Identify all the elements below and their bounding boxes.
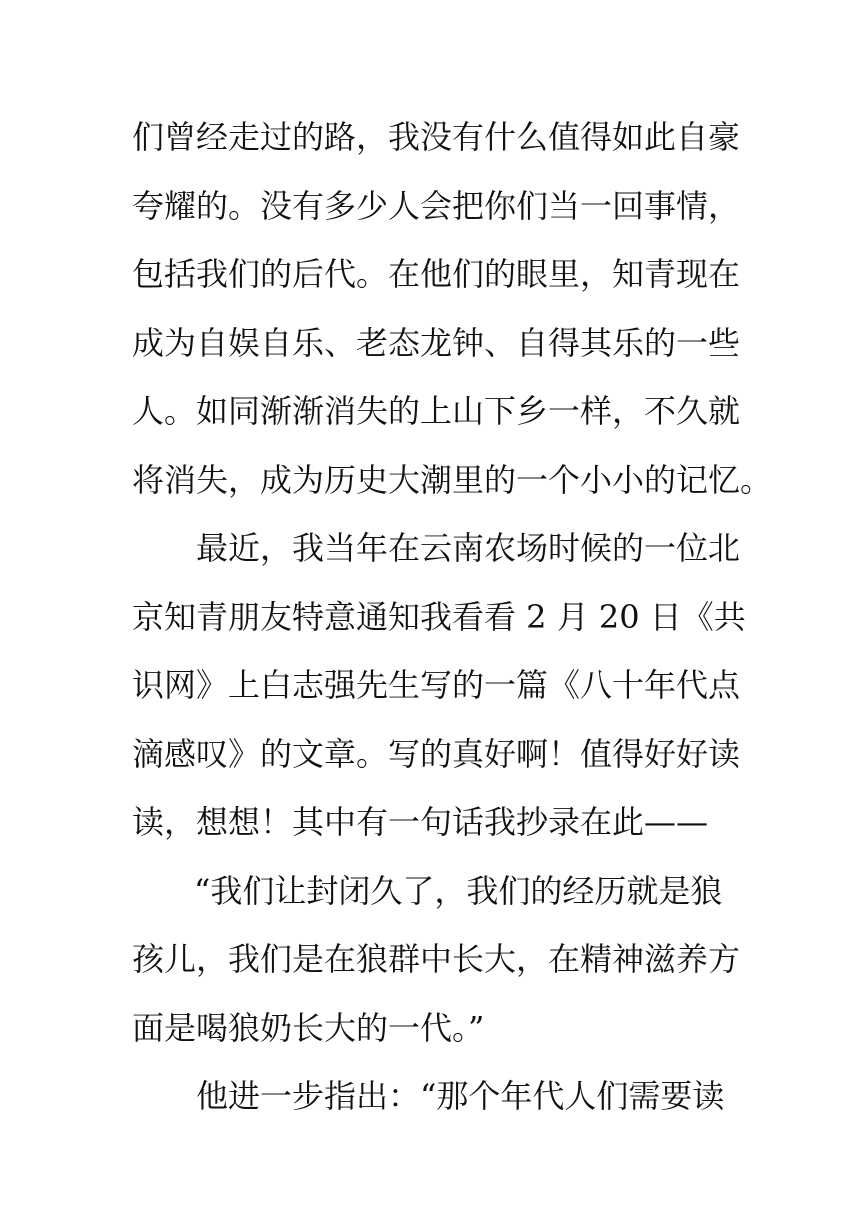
text-line-15: 他进一步指出：“那个年代人们需要读 (196, 1077, 725, 1115)
text-line-9: 识网》上白志强先生写的一篇《八十年代点 (132, 666, 741, 704)
text-line-3: 包括我们的后代。在他们的眼里，知青现在 (132, 255, 741, 293)
text-line-13: 孩儿，我们是在狼群中长大，在精神滋养方 (132, 940, 741, 978)
text-line-10: 滴感叹》的文章。写的真好啊！值得好好读 (132, 735, 741, 773)
text-line-12: “我们让封闭久了，我们的经历就是狼 (194, 872, 723, 910)
text-line-14: 面是喝狼奶长大的一代。” (132, 1009, 485, 1047)
text-line-11: 读，想想！其中有一句话我抄录在此—— (132, 803, 709, 841)
text-line-5: 人。如同渐渐消失的上山下乡一样，不久就 (132, 392, 741, 430)
text-line-1: 们曾经走过的路，我没有什么值得如此自豪 (132, 118, 741, 156)
text-line-6: 将消失，成为历史大潮里的一个小小的记忆。 (132, 461, 773, 499)
text-line-4: 成为自娱自乐、老态龙钟、自得其乐的一些 (132, 324, 741, 362)
text-line-8: 京知青朋友特意通知我看看 2 月 20 日《共 (132, 598, 746, 636)
text-line-2: 夸耀的。没有多少人会把你们当一回事情， (132, 187, 741, 225)
text-line-7: 最近，我当年在云南农场时候的一位北 (196, 529, 741, 567)
